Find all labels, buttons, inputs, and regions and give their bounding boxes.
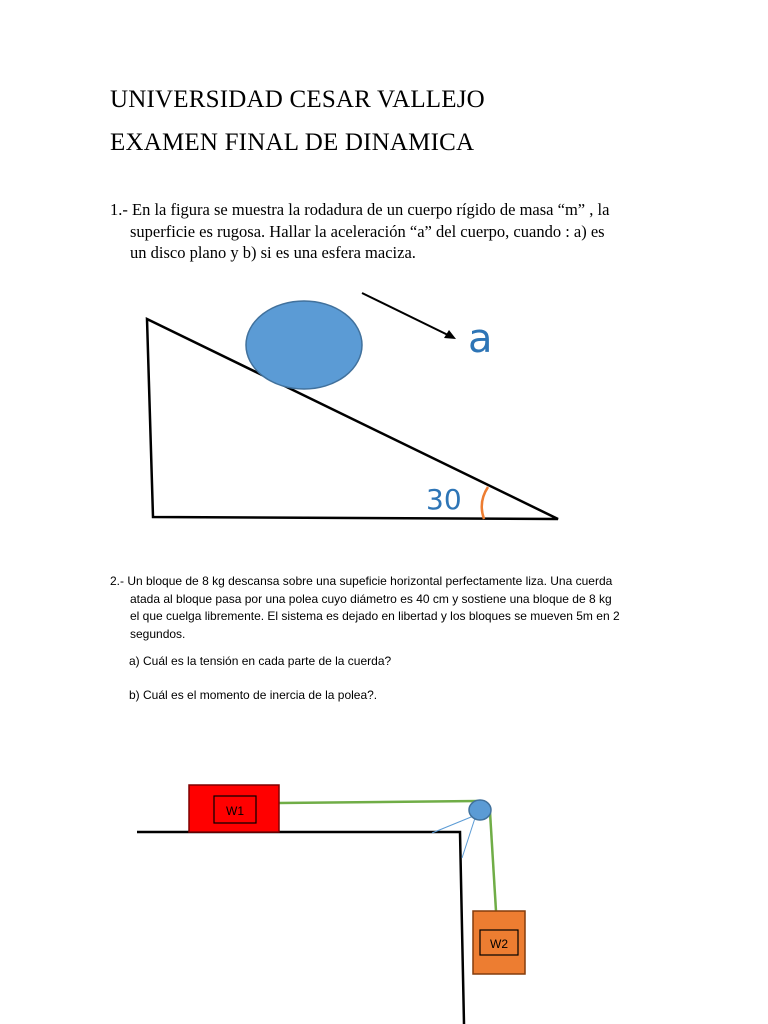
table-edge	[137, 832, 464, 1024]
block-w1-label: W1	[226, 804, 244, 818]
question-1-line: un disco plano y b) si es una esfera maciza.	[130, 243, 416, 262]
question-2-part-a: a) Cuál es la tensión en cada parte de la cuerda?	[129, 654, 392, 668]
pulley	[469, 800, 491, 820]
rope-horizontal	[279, 801, 478, 803]
angle-label: 30	[426, 483, 462, 516]
question-1-line: 1.- En la figura se muestra la rodadura de un cuerpo rígido de masa “m” , la	[110, 200, 610, 219]
pulley-support	[432, 815, 476, 833]
rope-vertical	[490, 812, 496, 911]
question-2-part-b: b) Cuál es el momento de inercia de la polea?.	[129, 688, 378, 702]
exam-title: EXAMEN FINAL DE DINAMICA	[110, 129, 475, 156]
question-2-line: 2.- Un bloque de 8 kg descansa sobre una supeficie horizontal perfectamente liza. Una cuerda	[110, 574, 613, 588]
question-2-line: el que cuelga libremente. El sistema es dejado en libertad y los bloques se mueven 5m en 2	[130, 609, 620, 623]
university-title: UNIVERSIDAD CESAR VALLEJO	[110, 86, 485, 113]
pulley-support	[462, 815, 476, 858]
block-w2-label: W2	[490, 937, 508, 951]
question-1-line: superficie es rugosa. Hallar la aceleración “a” del cuerpo, cuando : a) es	[130, 221, 605, 241]
question-2-line: atada al bloque pasa por una polea cuyo diámetro es 40 cm y sostiene una bloque de 8 kg	[130, 591, 612, 606]
question-2-line: segundos.	[130, 626, 186, 641]
acceleration-label: a	[468, 316, 493, 362]
